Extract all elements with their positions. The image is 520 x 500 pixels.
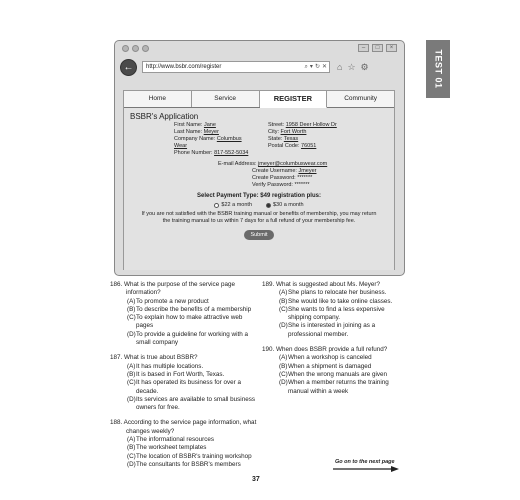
question-189 bbox=[262, 281, 412, 339]
minimize-icon[interactable]: – bbox=[358, 44, 369, 52]
option-text: Its services are available to small business owners for free. bbox=[136, 395, 255, 412]
option-d[interactable] bbox=[110, 461, 260, 469]
payment-options bbox=[130, 202, 388, 209]
option-letter: (D) bbox=[279, 322, 288, 330]
option-b[interactable] bbox=[110, 306, 260, 314]
option-text: To provide a guideline for working with a small company bbox=[136, 330, 249, 347]
option-letter: (C) bbox=[127, 314, 136, 322]
option-letter: (A) bbox=[279, 289, 288, 297]
option-text: She plans to relocate her business. bbox=[288, 289, 387, 297]
option-c[interactable] bbox=[110, 453, 260, 461]
site-nav bbox=[124, 91, 394, 108]
address-info bbox=[250, 122, 337, 157]
option-b[interactable] bbox=[262, 298, 412, 306]
option-d[interactable] bbox=[110, 331, 260, 348]
star-icon[interactable]: ☆ bbox=[347, 61, 356, 72]
questions-left-column bbox=[110, 281, 260, 476]
tab-service[interactable]: Service bbox=[192, 91, 260, 107]
test-section-tab bbox=[426, 40, 450, 98]
option-b[interactable] bbox=[262, 363, 412, 371]
option-text: When a workshop is canceled bbox=[288, 354, 372, 362]
option-letter: (C) bbox=[279, 370, 288, 378]
last-name-field[interactable]: Meyer bbox=[203, 129, 219, 135]
street-label: Street: bbox=[268, 122, 285, 128]
search-icon[interactable]: ⌕ bbox=[304, 64, 308, 70]
radio-checked-icon[interactable] bbox=[266, 203, 271, 208]
option-letter: (D) bbox=[127, 460, 136, 468]
option-a[interactable] bbox=[262, 289, 412, 297]
option-letter: (C) bbox=[279, 305, 288, 313]
option-text: It has multiple locations. bbox=[136, 362, 204, 370]
option-text: She is interested in joining as a professional member. bbox=[288, 322, 376, 338]
refresh-icon[interactable]: ↻ bbox=[314, 64, 320, 70]
question-stem: 186. What is the purpose of the service page information? bbox=[110, 281, 235, 297]
url-field[interactable] bbox=[142, 61, 330, 73]
window-controls bbox=[358, 44, 397, 52]
form-title: BSBR's Application bbox=[130, 112, 199, 121]
option-c[interactable] bbox=[262, 371, 412, 379]
option-text: It is based in Fort Worth, Texas. bbox=[136, 370, 225, 378]
option-letter: (C) bbox=[127, 452, 136, 460]
option-text: It has operated its business for over a decade. bbox=[136, 379, 242, 395]
application-form bbox=[124, 108, 394, 270]
option-letter: (B) bbox=[279, 297, 288, 305]
home-icon[interactable]: ⌂ bbox=[337, 61, 343, 72]
question-stem: 187. What is true about BSBR? bbox=[110, 354, 198, 362]
phone-field[interactable]: 817-552-5034 bbox=[214, 150, 249, 156]
option-letter: (A) bbox=[127, 362, 136, 370]
state-label: State: bbox=[268, 136, 283, 142]
username-label: Create Username: bbox=[252, 168, 297, 174]
payment-option-22-label: $22 a month bbox=[221, 202, 252, 208]
first-name-label: First Name: bbox=[174, 122, 203, 128]
option-letter: (A) bbox=[279, 354, 288, 362]
maximize-icon[interactable]: □ bbox=[372, 44, 383, 52]
company-field[interactable]: Columbus Wear bbox=[174, 136, 242, 149]
city-label: City: bbox=[268, 129, 279, 135]
gear-icon[interactable]: ⚙ bbox=[360, 61, 369, 72]
phone-label: Phone Number: bbox=[174, 150, 213, 156]
option-text: When the wrong manuals are given bbox=[288, 370, 388, 378]
option-text: She would like to take online classes. bbox=[288, 297, 393, 305]
option-b[interactable] bbox=[110, 371, 260, 379]
email-field[interactable]: jmeyer@columbuswear.com bbox=[258, 161, 328, 167]
first-name-field[interactable]: Jane bbox=[203, 122, 216, 128]
page-number: 37 bbox=[252, 476, 260, 483]
address-bar bbox=[115, 55, 404, 79]
question-stem: 189. What is suggested about Ms. Meyer? bbox=[262, 281, 380, 288]
option-letter: (D) bbox=[279, 379, 288, 387]
option-a[interactable] bbox=[110, 363, 260, 371]
option-a[interactable] bbox=[262, 354, 412, 362]
url-field-icons bbox=[305, 62, 329, 72]
radio-unchecked-icon[interactable] bbox=[214, 203, 219, 208]
window-minimize-dot[interactable] bbox=[132, 45, 139, 52]
go-on-text: Go on to the next page bbox=[335, 459, 395, 465]
tab-community[interactable]: Community bbox=[327, 91, 394, 107]
option-c[interactable] bbox=[110, 314, 260, 331]
option-d[interactable] bbox=[262, 322, 412, 339]
option-letter: (B) bbox=[127, 444, 136, 452]
verify-password-field[interactable]: ******* bbox=[294, 182, 310, 188]
option-a[interactable] bbox=[110, 298, 260, 306]
option-letter: (C) bbox=[127, 379, 136, 387]
submit-button[interactable]: Submit bbox=[244, 230, 274, 240]
web-page bbox=[123, 90, 395, 270]
option-text: The informational resources bbox=[136, 436, 215, 444]
option-letter: (D) bbox=[127, 330, 136, 338]
question-190 bbox=[262, 346, 412, 396]
option-c[interactable] bbox=[110, 379, 260, 396]
question-187 bbox=[110, 354, 260, 412]
option-b[interactable] bbox=[110, 444, 260, 452]
dropdown-icon[interactable]: ▾ bbox=[309, 64, 313, 70]
personal-info bbox=[130, 122, 250, 157]
option-text: She wants to find a less expensive shipping company. bbox=[288, 305, 385, 322]
option-a[interactable] bbox=[110, 436, 260, 444]
state-field[interactable]: Texas bbox=[283, 136, 299, 142]
option-letter: (D) bbox=[127, 395, 136, 403]
browser-window bbox=[114, 40, 405, 276]
option-letter: (A) bbox=[127, 436, 136, 444]
close-icon[interactable]: × bbox=[386, 44, 397, 52]
company-label: Company Name: bbox=[174, 136, 216, 142]
question-186 bbox=[110, 281, 260, 347]
payment-option-30-label: $30 a month bbox=[273, 202, 304, 208]
option-text: The worksheet templates bbox=[136, 444, 207, 452]
password-label: Create Password: bbox=[252, 175, 296, 181]
option-d[interactable] bbox=[110, 396, 260, 413]
question-stem: 188. According to the service page information, what changes weekly? bbox=[110, 419, 257, 435]
url-text: http://www.bsbr.com/register bbox=[146, 64, 222, 70]
street-field[interactable]: 1958 Deer Hollow Dr bbox=[285, 122, 337, 128]
email-label: E-mail Address: bbox=[218, 161, 257, 167]
username-field[interactable]: Jmeyer bbox=[298, 168, 317, 174]
option-letter: (B) bbox=[127, 370, 136, 378]
tab-home[interactable]: Home bbox=[124, 91, 192, 107]
test-section-label: TEST 01 bbox=[433, 49, 444, 89]
question-stem: 190. When does BSBR provide a full refund? bbox=[262, 346, 388, 354]
payment-option-30[interactable] bbox=[266, 202, 304, 209]
option-text: To explain how to make attractive web pages bbox=[136, 314, 243, 330]
back-arrow-icon: ← bbox=[123, 61, 134, 73]
option-text: The consultants for BSBR's members bbox=[136, 460, 241, 468]
city-field[interactable]: Fort Worth bbox=[280, 129, 307, 135]
refund-note: If you are not satisfied with the BSBR training manual or benefits of membership, you may return the training manual to us within 7 days for a full refund of your membership fee. bbox=[141, 211, 377, 224]
last-name-label: Last Name: bbox=[174, 129, 203, 135]
option-text: To describe the benefits of a membership bbox=[136, 305, 252, 313]
option-text: When a member returns the training manual within a week bbox=[288, 379, 389, 395]
back-button[interactable] bbox=[120, 59, 137, 76]
option-text: The location of BSBR's training workshop bbox=[136, 452, 252, 460]
verify-password-label: Verify Password: bbox=[252, 182, 293, 188]
payment-option-22[interactable] bbox=[214, 202, 252, 209]
option-letter: (B) bbox=[127, 305, 136, 313]
postal-field[interactable]: 76051 bbox=[301, 143, 317, 149]
stop-icon[interactable]: ✕ bbox=[321, 64, 327, 70]
option-text: When a shipment is damaged bbox=[288, 362, 372, 370]
option-c[interactable] bbox=[262, 306, 412, 323]
window-zoom-dot[interactable] bbox=[142, 45, 149, 52]
question-188 bbox=[110, 419, 260, 469]
title-bar bbox=[115, 41, 404, 55]
right-arrow-icon bbox=[333, 466, 399, 472]
window-close-dot[interactable] bbox=[122, 45, 129, 52]
postal-label: Postal Code: bbox=[268, 143, 300, 149]
password-field[interactable]: ******* bbox=[297, 175, 313, 181]
option-text: To promote a new product bbox=[136, 297, 209, 305]
tab-register[interactable]: REGISTER bbox=[260, 91, 328, 108]
option-d[interactable] bbox=[262, 379, 412, 396]
option-letter: (B) bbox=[279, 362, 288, 370]
payment-title: Select Payment Type: $49 registration plus: bbox=[197, 193, 321, 199]
account-info bbox=[218, 161, 388, 189]
option-letter: (A) bbox=[127, 297, 136, 305]
questions-right-column bbox=[262, 281, 412, 403]
browser-toolbar bbox=[337, 62, 369, 73]
